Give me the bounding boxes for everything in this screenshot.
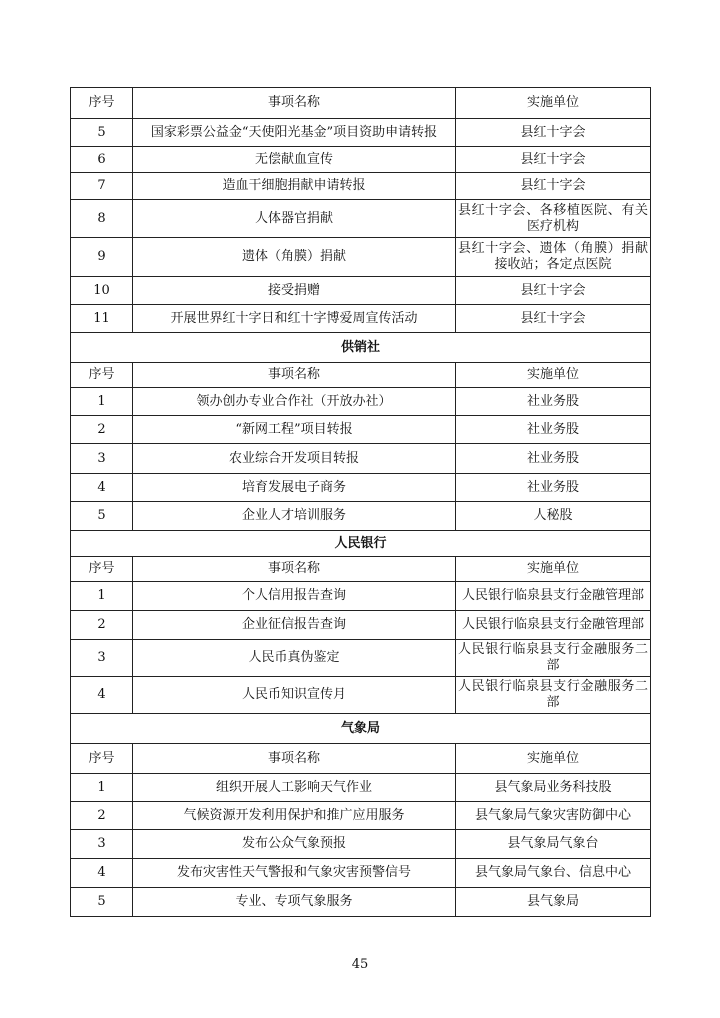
row-unit: 社业务股: [456, 444, 651, 474]
header-unit: 实施单位: [456, 744, 651, 774]
table-row: [71, 119, 651, 147]
row-number: 6: [71, 147, 133, 173]
section-title: 人民银行: [71, 531, 651, 557]
row-item-name: 遗体（角膜）捐献: [133, 238, 456, 277]
row-number: 5: [71, 888, 133, 917]
table-row: [71, 582, 651, 611]
table-row: [71, 611, 651, 640]
row-item-name: “新网工程”项目转报: [133, 416, 456, 444]
table-row: [71, 147, 651, 173]
row-number: 1: [71, 582, 133, 611]
row-number: 4: [71, 474, 133, 502]
row-unit: 社业务股: [456, 474, 651, 502]
table-row: [71, 774, 651, 802]
row-number: 1: [71, 774, 133, 802]
table-row: [71, 888, 651, 917]
row-unit: 县红十字会: [456, 119, 651, 147]
section-title-row: [71, 714, 651, 744]
row-item-name: 开展世界红十字日和红十字博爱周宣传活动: [133, 305, 456, 333]
header-no: 序号: [71, 744, 133, 774]
row-item-name: 领办创办专业合作社（开放办社）: [133, 388, 456, 416]
row-unit: 县气象局气象灾害防御中心: [456, 802, 651, 830]
table-row: [71, 474, 651, 502]
row-unit: 县红十字会: [456, 173, 651, 200]
header-row: [71, 744, 651, 774]
row-item-name: 接受捐赠: [133, 277, 456, 305]
row-item-name: 专业、专项气象服务: [133, 888, 456, 917]
row-item-name: 人民币知识宣传月: [133, 677, 456, 714]
row-item-name: 组织开展人工影响天气作业: [133, 774, 456, 802]
service-items-table: [70, 87, 651, 917]
row-item-name: 培育发展电子商务: [133, 474, 456, 502]
header-unit: 实施单位: [456, 557, 651, 582]
row-unit: 县红十字会、各移植医院、有关医疗机构: [456, 200, 651, 238]
header-unit: 实施单位: [456, 88, 651, 119]
table-row: [71, 802, 651, 830]
row-item-name: 无偿献血宣传: [133, 147, 456, 173]
row-number: 1: [71, 388, 133, 416]
header-item: 事项名称: [133, 88, 456, 119]
table-row: [71, 859, 651, 888]
header-item: 事项名称: [133, 363, 456, 388]
row-number: 2: [71, 611, 133, 640]
row-number: 3: [71, 640, 133, 677]
row-number: 4: [71, 859, 133, 888]
row-number: 5: [71, 502, 133, 531]
table-row: [71, 830, 651, 859]
row-item-name: 个人信用报告查询: [133, 582, 456, 611]
header-no: 序号: [71, 363, 133, 388]
row-item-name: 气候资源开发利用保护和推广应用服务: [133, 802, 456, 830]
row-number: 7: [71, 173, 133, 200]
row-number: 8: [71, 200, 133, 238]
table-row: [71, 238, 651, 277]
row-number: 2: [71, 802, 133, 830]
table-row: [71, 305, 651, 333]
row-unit: 县红十字会: [456, 147, 651, 173]
section-title: 供销社: [71, 333, 651, 363]
row-unit: 县气象局气象台、信息中心: [456, 859, 651, 888]
row-item-name: 企业征信报告查询: [133, 611, 456, 640]
row-number: 5: [71, 119, 133, 147]
row-unit: 县气象局: [456, 888, 651, 917]
row-item-name: 发布公众气象预报: [133, 830, 456, 859]
row-number: 3: [71, 444, 133, 474]
row-unit: 县红十字会、遗体（角膜）捐献接收站；各定点医院: [456, 238, 651, 277]
row-unit: 县气象局业务科技股: [456, 774, 651, 802]
row-unit: 人民银行临泉县支行金融服务二部: [456, 640, 651, 677]
row-unit: 社业务股: [456, 416, 651, 444]
row-unit: 县气象局气象台: [456, 830, 651, 859]
row-item-name: 人民币真伪鉴定: [133, 640, 456, 677]
row-item-name: 农业综合开发项目转报: [133, 444, 456, 474]
section-title-row: [71, 333, 651, 363]
row-item-name: 人体器官捐献: [133, 200, 456, 238]
table-row: [71, 502, 651, 531]
table-row: [71, 388, 651, 416]
row-unit: 人秘股: [456, 502, 651, 531]
header-item: 事项名称: [133, 557, 456, 582]
header-unit: 实施单位: [456, 363, 651, 388]
row-item-name: 国家彩票公益金“天使阳光基金”项目资助申请转报: [133, 119, 456, 147]
header-row: [71, 363, 651, 388]
section-title: 气象局: [71, 714, 651, 744]
header-row: [71, 88, 651, 119]
table-row: [71, 444, 651, 474]
row-item-name: 造血干细胞捐献申请转报: [133, 173, 456, 200]
section-title-row: [71, 531, 651, 557]
row-unit: 人民银行临泉县支行金融管理部: [456, 582, 651, 611]
row-number: 3: [71, 830, 133, 859]
table-row: [71, 677, 651, 714]
header-row: [71, 557, 651, 582]
table-row: [71, 277, 651, 305]
row-number: 11: [71, 305, 133, 333]
table-row: [71, 640, 651, 677]
row-unit: 县红十字会: [456, 305, 651, 333]
row-number: 9: [71, 238, 133, 277]
row-number: 2: [71, 416, 133, 444]
row-unit: 社业务股: [456, 388, 651, 416]
row-item-name: 发布灾害性天气警报和气象灾害预警信号: [133, 859, 456, 888]
page-number: 45: [351, 957, 369, 972]
header-item: 事项名称: [133, 744, 456, 774]
table-row: [71, 173, 651, 200]
row-item-name: 企业人才培训服务: [133, 502, 456, 531]
row-unit: 县红十字会: [456, 277, 651, 305]
table-row: [71, 200, 651, 238]
row-unit: 人民银行临泉县支行金融管理部: [456, 611, 651, 640]
header-no: 序号: [71, 88, 133, 119]
row-number: 4: [71, 677, 133, 714]
row-unit: 人民银行临泉县支行金融服务二部: [456, 677, 651, 714]
row-number: 10: [71, 277, 133, 305]
header-no: 序号: [71, 557, 133, 582]
table-row: [71, 416, 651, 444]
